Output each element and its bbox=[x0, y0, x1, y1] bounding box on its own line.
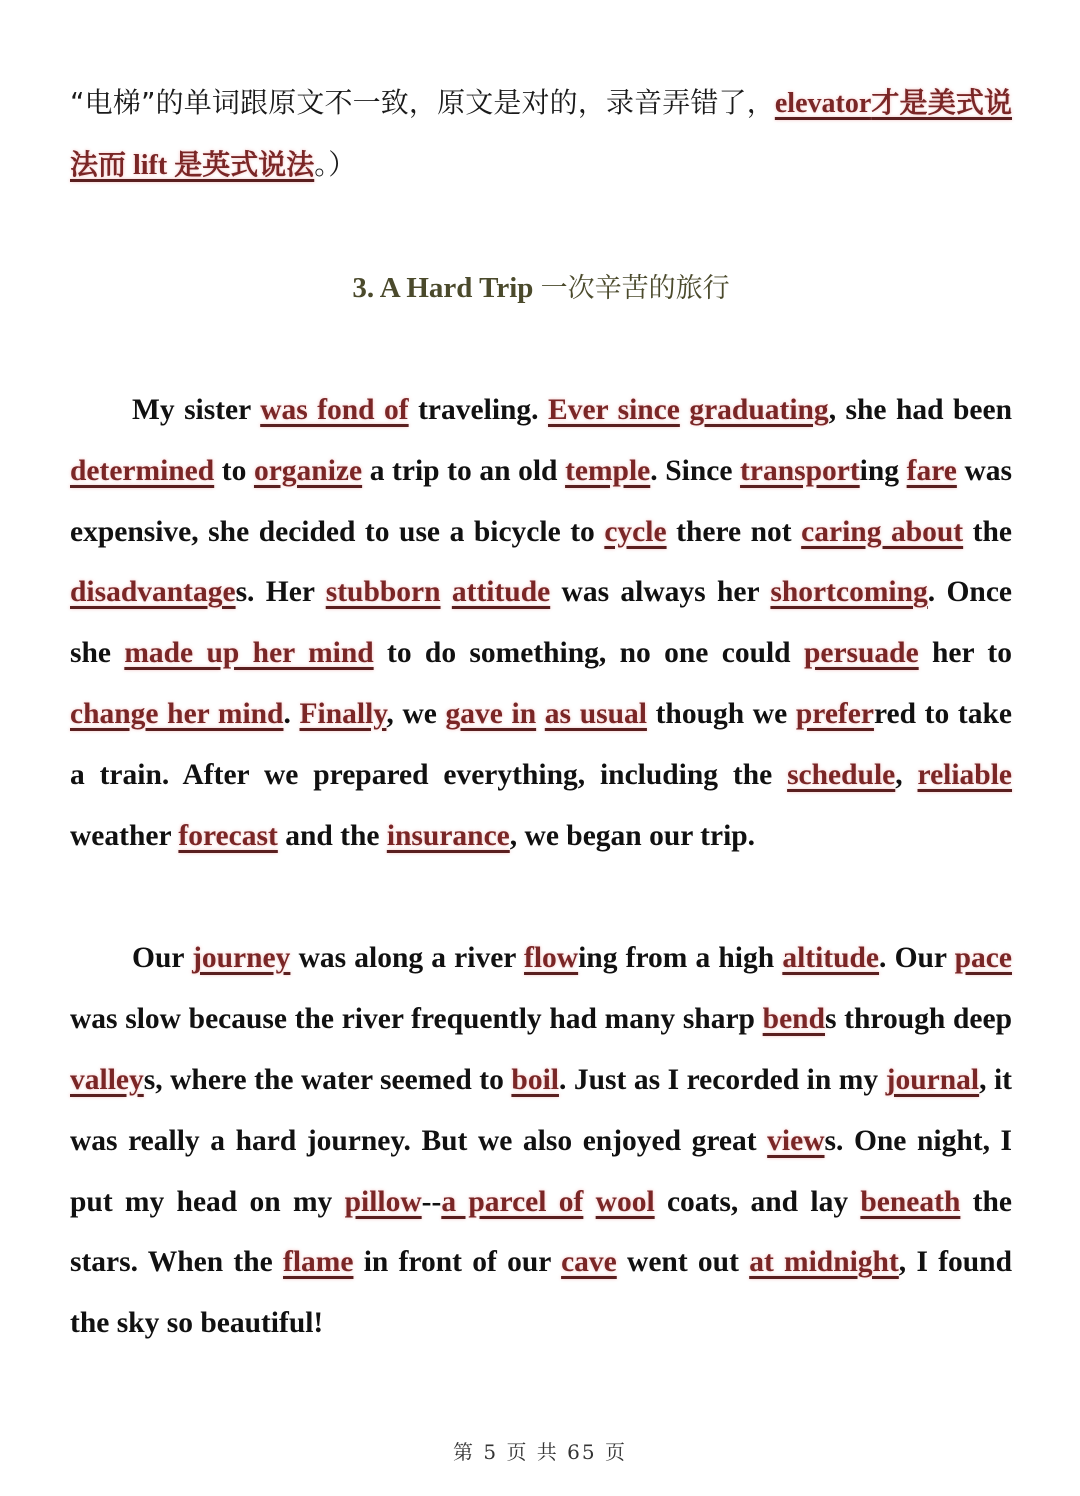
highlighted-vocabulary: transport bbox=[740, 454, 860, 487]
highlighted-vocabulary: graduating bbox=[689, 394, 829, 426]
highlighted-vocabulary: journal bbox=[885, 1063, 980, 1096]
text-segment: there not bbox=[666, 515, 802, 548]
page-number: 第 5 页 共 65 页 bbox=[453, 1440, 627, 1464]
text-segment: s. Her bbox=[235, 576, 326, 609]
highlighted-vocabulary: shortcoming bbox=[770, 576, 928, 609]
text-segment: though we bbox=[646, 697, 796, 730]
text-segment: , she had been bbox=[828, 394, 1013, 426]
text-segment: ing bbox=[859, 454, 907, 487]
highlighted-vocabulary: as usual bbox=[544, 697, 647, 730]
highlighted-vocabulary: pillow bbox=[344, 1185, 422, 1218]
highlighted-vocabulary: forecast bbox=[178, 819, 278, 852]
text-segment: went out bbox=[616, 1246, 750, 1279]
highlighted-vocabulary: journey bbox=[192, 942, 291, 975]
highlighted-vocabulary: at midnight bbox=[749, 1246, 899, 1279]
text-segment: red to take a train. After we prepared everything, including the bbox=[70, 697, 1012, 791]
highlighted-vocabulary: reliable bbox=[917, 758, 1013, 791]
highlighted-vocabulary: prefer bbox=[795, 697, 874, 730]
text-segment: . Our bbox=[879, 942, 955, 975]
text-segment: . Since bbox=[650, 454, 741, 487]
text-segment bbox=[583, 1186, 595, 1218]
highlighted-vocabulary: determined bbox=[70, 454, 215, 487]
paragraph-1 bbox=[70, 380, 1012, 866]
highlighted-vocabulary: a parcel of bbox=[441, 1185, 584, 1218]
heading-english: 3. A Hard Trip bbox=[352, 272, 541, 304]
text-segment: . Just as I recorded in my bbox=[558, 1063, 886, 1096]
text-segment: , bbox=[895, 758, 918, 791]
text-segment: a trip to an old bbox=[362, 454, 566, 487]
text-segment: her to bbox=[918, 637, 1012, 670]
highlighted-vocabulary: schedule bbox=[787, 758, 896, 791]
highlighted-vocabulary: attitude bbox=[451, 576, 551, 609]
highlighted-vocabulary: elevator bbox=[774, 88, 872, 119]
text-segment: the bbox=[963, 515, 1012, 548]
text-segment: coats, and lay bbox=[654, 1185, 861, 1218]
text-segment: Our bbox=[132, 942, 193, 975]
text-segment: the stars. When the bbox=[70, 1185, 1012, 1279]
text-segment: was expensive, she decided to use a bicycle to bbox=[70, 454, 1012, 548]
text-segment: . Once she bbox=[70, 576, 1013, 670]
text-segment: , I found the sky so beautiful! bbox=[70, 1246, 1012, 1340]
highlighted-vocabulary: 才是美式说法而 lift 是英式说法 bbox=[70, 88, 1012, 181]
highlighted-vocabulary: flow bbox=[524, 942, 579, 975]
highlighted-vocabulary: organize bbox=[253, 454, 363, 487]
highlighted-vocabulary: stubborn bbox=[325, 576, 441, 609]
section-heading bbox=[70, 258, 1012, 319]
highlighted-vocabulary: Finally bbox=[299, 697, 387, 730]
text-segment: was along a river bbox=[290, 942, 525, 975]
paragraph-2 bbox=[70, 928, 1012, 1354]
text-segment: ing from a high bbox=[578, 942, 783, 975]
highlighted-vocabulary: flame bbox=[283, 1246, 354, 1279]
highlighted-vocabulary: wool bbox=[595, 1185, 655, 1218]
text-segment: -- bbox=[421, 1185, 442, 1218]
text-segment: My sister bbox=[132, 394, 261, 426]
text-segment: weather bbox=[70, 819, 179, 852]
highlighted-vocabulary: caring about bbox=[801, 515, 964, 548]
text-segment: 。） bbox=[314, 148, 357, 181]
text-segment bbox=[680, 394, 689, 426]
text-segment: traveling. bbox=[408, 394, 549, 426]
highlighted-vocabulary: pace bbox=[954, 942, 1012, 975]
text-segment: “电梯”的单词跟原文不一致，原文是对的，录音弄错了， bbox=[70, 86, 775, 119]
highlighted-vocabulary: altitude bbox=[782, 942, 880, 975]
highlighted-vocabulary: fare bbox=[906, 454, 957, 487]
text-segment: was slow because the river frequently had many sharp bbox=[70, 1003, 763, 1036]
text-segment bbox=[441, 576, 452, 608]
highlighted-vocabulary: bend bbox=[762, 1003, 825, 1036]
text-segment bbox=[536, 698, 545, 730]
highlighted-vocabulary: view bbox=[767, 1124, 825, 1157]
highlighted-vocabulary: made up her mind bbox=[124, 637, 374, 670]
heading-chinese: 一次辛苦的旅行 bbox=[540, 273, 730, 304]
highlighted-vocabulary: was fond of bbox=[260, 394, 409, 426]
highlighted-vocabulary: insurance bbox=[386, 819, 510, 852]
highlighted-vocabulary: disadvantage bbox=[70, 576, 236, 609]
highlighted-vocabulary: cave bbox=[561, 1246, 617, 1279]
highlighted-vocabulary: change her mind bbox=[70, 697, 284, 730]
text-segment: , it was really a hard journey. But we also enjoyed great bbox=[70, 1063, 1012, 1157]
text-segment: and the bbox=[277, 819, 387, 852]
highlighted-vocabulary: Ever since bbox=[548, 394, 680, 426]
highlighted-vocabulary: gave in bbox=[445, 697, 537, 730]
text-segment: . bbox=[283, 697, 300, 730]
highlighted-vocabulary: persuade bbox=[803, 637, 919, 670]
text-segment: in front of our bbox=[353, 1246, 562, 1279]
highlighted-vocabulary: temple bbox=[565, 454, 651, 487]
text-segment: s through deep bbox=[825, 1003, 1012, 1036]
text-segment: s, where the water seemed to bbox=[143, 1063, 512, 1096]
text-segment: was always her bbox=[550, 576, 771, 609]
highlighted-vocabulary: boil bbox=[511, 1063, 559, 1096]
highlighted-vocabulary: valley bbox=[70, 1063, 144, 1096]
text-segment: , we began our trip. bbox=[509, 819, 756, 852]
highlighted-vocabulary: cycle bbox=[604, 515, 667, 548]
text-segment: to bbox=[214, 454, 254, 487]
document-page bbox=[70, 0, 1012, 1354]
highlighted-vocabulary: beneath bbox=[860, 1185, 961, 1218]
text-segment: to do something, no one could bbox=[373, 637, 804, 670]
text-segment: , we bbox=[386, 697, 446, 730]
text-segment: s. One night, I put my head on my bbox=[70, 1124, 1013, 1218]
translation-note bbox=[70, 72, 1012, 196]
